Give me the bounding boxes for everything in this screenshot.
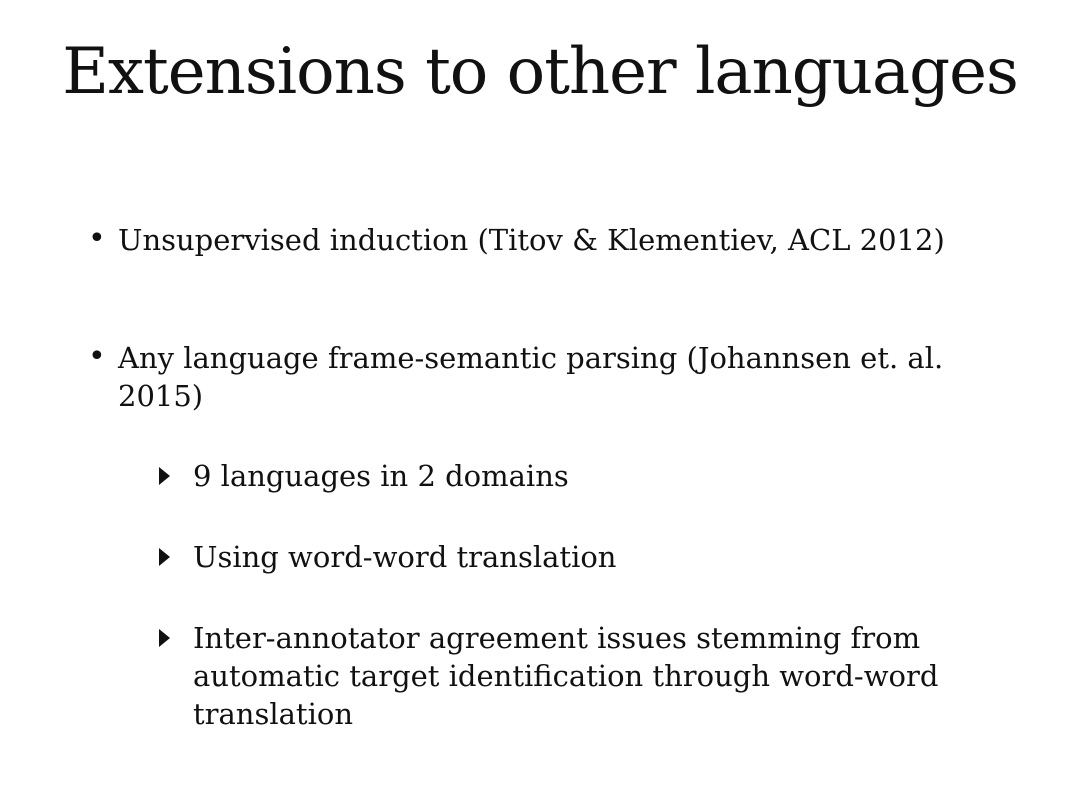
sub-bullet-item	[193, 619, 1023, 733]
sub-bullet-item	[193, 457, 1023, 495]
bullet-dot-icon: •	[88, 339, 106, 374]
sub-bullet-item	[193, 538, 1023, 576]
slide-title: Extensions to other languages	[62, 35, 1018, 109]
bullet-item	[88, 339, 998, 415]
sub-bullet-text: 9 languages in 2 domains	[193, 459, 569, 493]
triangle-right-icon	[159, 467, 170, 485]
bullet-text: Unsupervised induction (Titov & Klementiev, ACL 2012)	[118, 223, 945, 257]
bullet-dot-icon: •	[88, 221, 106, 256]
triangle-right-icon	[159, 548, 170, 566]
bullet-item	[88, 221, 998, 259]
bullet-text: Any language frame-semantic parsing (Johannsen et. al. 2015)	[118, 341, 944, 413]
triangle-right-icon	[159, 629, 170, 647]
sub-bullet-text: Using word-word translation	[193, 540, 617, 574]
sub-bullet-text: Inter-annotator agreement issues stemming from automatic target identification through word-word translation	[193, 621, 939, 731]
